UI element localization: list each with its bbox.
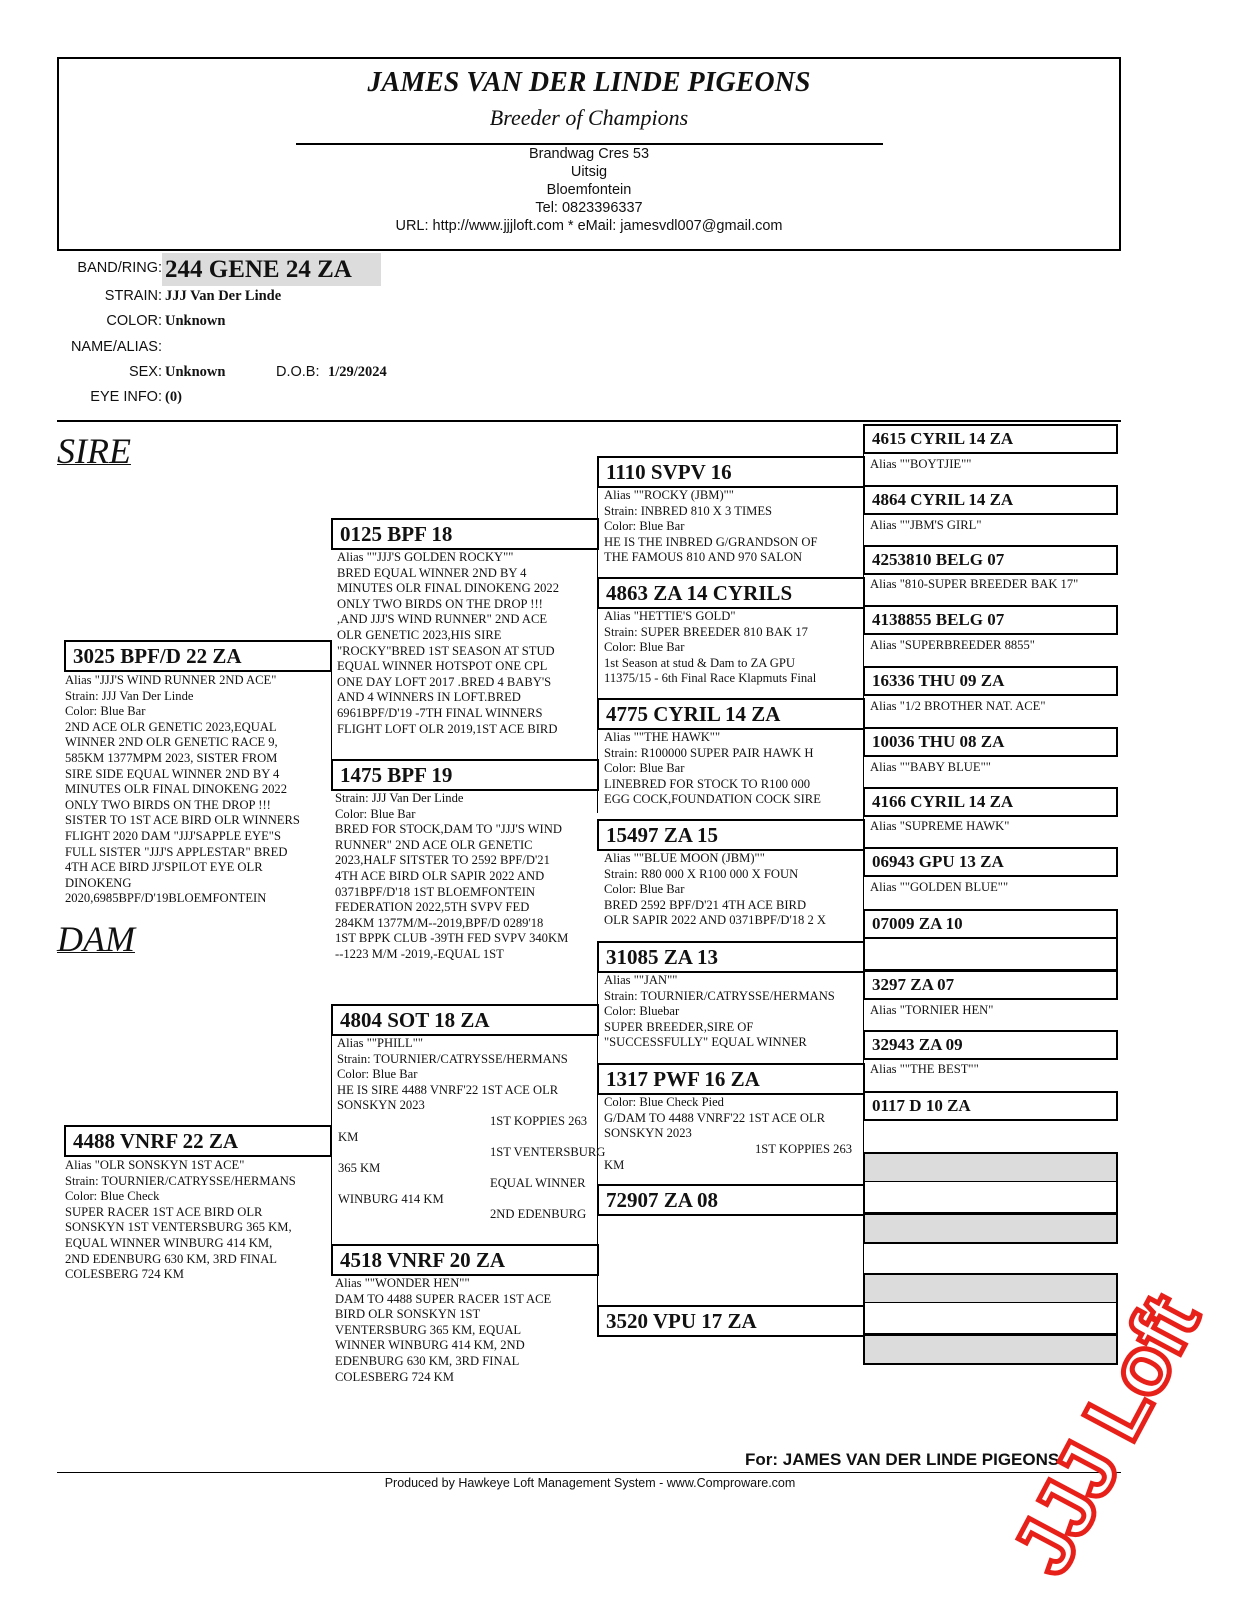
gen5-band: 3297 ZA 07 [863,970,1118,1000]
address-line-3: Bloemfontein [546,182,632,198]
gen5-alias: Alias ""THE BEST"" [870,1062,979,1076]
gen5-band: 32943 ZA 09 [863,1030,1118,1060]
loft-name: JAMES VAN DER LINDE PIGEONS [367,67,811,98]
sex-label: SEX: [128,364,162,380]
empty-slot [863,1213,1118,1244]
name-alias-label: NAME/ALIAS: [70,339,162,355]
dam-info: Alias "OLR SONSKYN 1ST ACE" Strain: TOURNIER/CATRYSSE/HERMANS Color: Blue Check SUPER RACER 1ST ACE BIRD OLR SONSKYN 1ST VENTERSBURG 365 KM, EQUAL WINNER WINBURG 414 KM, 2ND EDENBURG 630 KM, 3RD FINAL COLESBERG 724 KM [65,1158,296,1282]
band-ring-value: 244 GENE 24 ZA [162,253,381,286]
dss-info: Alias ""JAN"" Strain: TOURNIER/CATRYSSE/HERMANS Color: Bluebar SUPER BREEDER,SIRE OF "SUCCESSFULLY" EQUAL WINNER [604,973,835,1050]
eye-info-label: EYE INFO: [90,389,162,405]
dam-sire-note: WINBURG 414 KM [338,1192,444,1206]
sex-value: Unknown [165,364,226,380]
ddd-band: 3520 VPU 17 ZA [597,1305,865,1337]
url-email-line: URL: http://www.jjjloft.com * eMail: jamesvdl007@gmail.com [395,218,783,234]
ssd-band: 4863 ZA 14 CYRILS [597,577,865,609]
sire-band: 3025 BPF/D 22 ZA [64,640,332,672]
watermark-text: JJJ Loft [995,1282,1216,1589]
gen5-band: 16336 THU 09 ZA [863,666,1118,696]
gen5-alias: Alias ""BABY BLUE"" [870,760,991,774]
color-value: Unknown [165,313,226,329]
gen5-band: 10036 THU 08 ZA [863,727,1118,757]
gen5-band: 4615 CYRIL 14 ZA [863,424,1118,454]
dam-sire-note: KM [338,1130,359,1144]
dam-dam-band: 4518 VNRF 20 ZA [331,1244,599,1276]
dam-sire-info: Alias ""PHILL"" Strain: TOURNIER/CATRYSSE/HERMANS Color: Blue Bar HE IS SIRE 4488 VNRF'22 1ST ACE OLR SONSKYN 2023 [337,1036,568,1113]
gen5-band: 4138855 BELG 07 [863,605,1118,635]
gen5-band: 4864 CYRIL 14 ZA [863,485,1118,515]
gen5-band: 4166 CYRIL 14 ZA [863,787,1118,817]
ssd-info: Alias "HETTIE'S GOLD" Strain: SUPER BREEDER 810 BAK 17 Color: Blue Bar 1st Season at stud & Dam to ZA GPU 11375/15 - 6th Final Race Klapmuts Final [604,609,817,686]
dam-section-label: DAM [57,919,135,959]
header-divider [296,143,883,145]
dob-value: 1/29/2024 [328,364,387,380]
pedigree-top-rule [57,420,1121,422]
jjj-loft-watermark [990,1280,1220,1590]
sdd-band: 15497 ZA 15 [597,819,865,851]
for-line: For: JAMES VAN DER LINDE PIGEONS [745,1450,1060,1469]
sire-dam-info: Strain: JJJ Van Der Linde Color: Blue Bar BRED FOR STOCK,DAM TO "JJJ'S WIND RUNNER" 2ND ACE OLR GENETIC 2023,HALF SITSTER TO 2592 BPF/D'21 4TH ACE BIRD OLR SAPIR 2022 AND 0371BPF/D'18 1ST BLOEMFONTEIN FEDERATION 2022,5TH SVPV FED 284KM 1377M/M--2019,BPF/D 0289'18 1ST BPPK CLUB -39TH FED SVPV 340KM --1223 M/M -2019,-EQUAL 1ST [335,791,569,961]
sdd-info: Alias ""BLUE MOON (JBM)"" Strain: R80 000 X R100 000 X FOUN Color: Blue Bar BRED 2592 BPF/D'21 4TH ACE BIRD OLR SAPIR 2022 AND 0371BPF/D'18 2 X [604,851,826,928]
dsd-note: 1ST KOPPIES 263 [755,1142,853,1156]
sss-band: 1110 SVPV 16 [597,456,865,488]
gen5-band: 06943 GPU 13 ZA [863,847,1118,877]
empty-slot [863,939,1118,971]
gen5-alias: Alias ""JBM'S GIRL" [870,518,982,532]
produced-by: Produced by Hawkeye Loft Management System - www.Comproware.com [384,1476,796,1490]
gen5-band: 4253810 BELG 07 [863,545,1118,575]
gen5-alias: Alias ""BOYTJIE"" [870,457,972,471]
eye-info-value: (0) [165,389,182,405]
gen5-alias: Alias ""GOLDEN BLUE"" [870,880,1009,894]
sire-sire-band: 0125 BPF 18 [331,518,599,550]
dam-sire-note: 1ST VENTERSBURG [490,1145,606,1159]
sss-info: Alias ""ROCKY (JBM)"" Strain: INBRED 810 X 3 TIMES Color: Blue Bar HE IS THE INBRED G/GRANDSON OF THE FAMOUS 810 AND 970 SALON [604,488,818,565]
sire-section-label: SIRE [57,431,131,471]
gen5-alias: Alias "1/2 BROTHER NAT. ACE" [870,699,1046,713]
gen5-alias: Alias "SUPERBREEDER 8855" [870,638,1035,652]
dam-dam-info: Alias ""WONDER HEN"" DAM TO 4488 SUPER RACER 1ST ACE BIRD OLR SONSKYN 1ST VENTERSBURG 365 KM, EQUAL WINNER WINBURG 414 KM, 2ND EDENBURG 630 KM, 3RD FINAL COLESBERG 724 KM [335,1276,552,1384]
dam-sire-note: 1ST KOPPIES 263 [490,1114,588,1128]
sire-info: Alias "JJJ'S WIND RUNNER 2ND ACE" Strain: JJJ Van Der Linde Color: Blue Bar 2ND ACE OLR GENETIC 2023,EQUAL WINNER 2ND OLR GENETIC RACE 9, 585KM 1377MPM 2023, SISTER FROM SIRE SIDE EQUAL WINNER 2ND BY 4 MINUTES OLR FINAL DINOKENG 2022 ONLY TWO BIRDS ON THE DROP !!! SISTER TO 1ST ACE BIRD OLR WINNERS FLIGHT 2020 DAM "JJJ'SAPPLE EYE"S FULL SISTER "JJJ'S APPLESTAR" BRED 4TH ACE BIRD JJ'SPILOT EYE OLR DINOKENG 2020,6985BPF/D'19BLOEMFONTEIN [65,673,300,906]
dsd-info: Color: Blue Check Pied G/DAM TO 4488 VNRF'22 1ST ACE OLR SONSKYN 2023 [604,1095,826,1141]
color-label: COLOR: [106,313,162,329]
dsd-note: KM [604,1158,625,1172]
dam-band: 4488 VNRF 22 ZA [64,1125,332,1157]
address-line-2: Uitsig [570,164,608,180]
loft-tagline: Breeder of Champions [489,105,689,130]
empty-slot [863,1182,1118,1214]
gen5-alias: Alias "810-SUPER BREEDER BAK 17" [870,577,1079,591]
sire-dam-band: 1475 BPF 19 [331,759,599,791]
dsd-band: 1317 PWF 16 ZA [597,1063,865,1095]
sds-info: Alias ""THE HAWK"" Strain: R100000 SUPER PAIR HAWK H Color: Blue Bar LINEBRED FOR STOCK TO R100 000 EGG COCK,FOUNDATION COCK SIRE [604,730,821,807]
address-line-1: Brandwag Cres 53 [528,146,650,162]
header-box [57,57,1121,251]
strain-value: JJJ Van Der Linde [165,288,282,304]
sds-band: 4775 CYRIL 14 ZA [597,698,865,730]
band-ring-label: BAND/RING: [77,260,162,276]
gen5-alias: Alias "SUPREME HAWK" [870,819,1010,833]
sire-sire-info: Alias ""JJJ'S GOLDEN ROCKY"" BRED EQUAL WINNER 2ND BY 4 MINUTES OLR FINAL DINOKENG 2022 ONLY TWO BIRDS ON THE DROP !!! ,AND JJJ'S WIND RUNNER" 2ND ACE OLR GENETIC 2023,HIS SIRE "ROCKY"BRED 1ST SEASON AT STUD EQUAL WINNER HOTSPOT ONE CPL ONE DAY LOFT 2017 .BRED 4 BABY'S AND 4 WINNERS IN LOFT.BRED 6961BPF/D'19 -7TH FINAL WINNERS FLIGHT LOFT OLR 2019,1ST ACE BIRD [337,550,560,736]
dss-band: 31085 ZA 13 [597,941,865,973]
footer-rule [57,1472,1121,1473]
gen5-alias: Alias "TORNIER HEN" [870,1003,994,1017]
dob-label: D.O.B: [276,364,320,380]
gen5-band: 0117 D 10 ZA [863,1091,1118,1121]
empty-slot [863,1152,1118,1183]
gen5-band: 07009 ZA 10 [863,909,1118,939]
dam-sire-band: 4804 SOT 18 ZA [331,1004,599,1036]
dam-sire-note: 365 KM [338,1161,381,1175]
dam-sire-note: 2ND EDENBURG [490,1207,587,1221]
phone-line: Tel: 0823396337 [535,200,643,216]
strain-label: STRAIN: [104,288,162,304]
dds-band: 72907 ZA 08 [597,1184,865,1216]
dam-sire-note: EQUAL WINNER [490,1176,586,1190]
